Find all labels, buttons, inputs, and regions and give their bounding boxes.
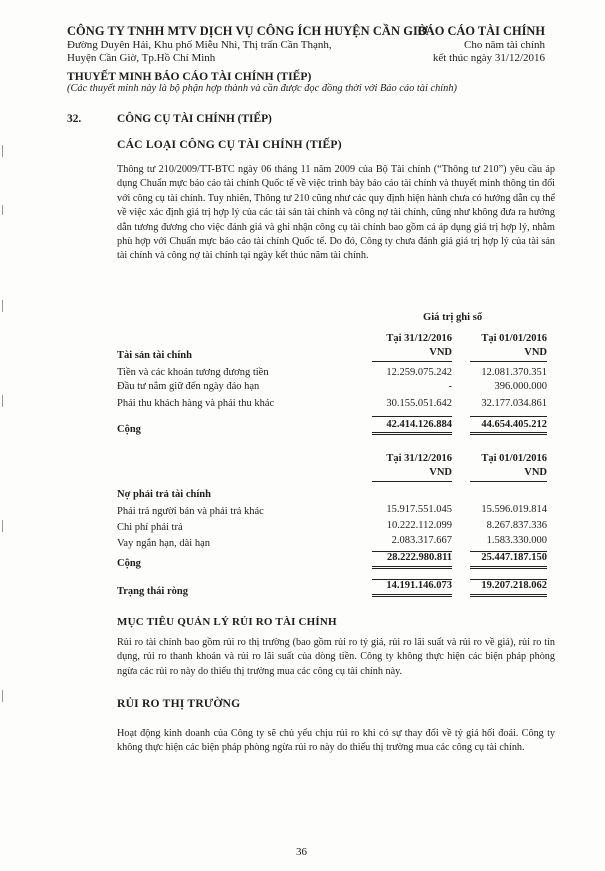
binding-mark bbox=[2, 690, 7, 702]
carrying-value-heading: Giá trị ghi sổ bbox=[423, 312, 483, 323]
asset-row-label: Tiền và các khoản tương đương tiền bbox=[117, 367, 269, 378]
company-address-2: Huyện Cần Giờ, Tp.Hồ Chí Minh bbox=[67, 52, 216, 64]
liability-row-prior: 15.596.019.814 bbox=[481, 504, 547, 515]
total-double-rule bbox=[470, 432, 547, 435]
section-subtitle: (Các thuyết minh này là bộ phận hợp thành và cần được đọc đồng thời với Báo cáo tài chính) bbox=[67, 83, 458, 94]
col-unit-current: VND bbox=[429, 347, 452, 358]
net-position-current: 14.191.146.073 bbox=[386, 580, 452, 591]
liabilities-total-current: 28.222.980.811 bbox=[386, 552, 452, 563]
asset-row-current: - bbox=[448, 381, 452, 392]
risk-management-paragraph: Rủi ro tài chính bao gồm rủi ro thị trường (bao gồm rủi ro tỷ giá, rủi ro lãi suất và rủi ro về giá), rủi ro tín dụng, rủi ro thanh khoản và rủi ro lãi suất của dòng tiền. Công ty không thực hiện các biện pháp phòng ngừa các rủi ro này do thiếu thị trường mua các công cụ tài chính này. bbox=[117, 637, 555, 677]
total-rule bbox=[470, 416, 547, 417]
report-title: BÁO CÁO TÀI CHÍNH bbox=[417, 24, 545, 38]
liability-row-current: 10.222.112.099 bbox=[386, 520, 452, 531]
liabilities-section-label: Nợ phải trả tài chính bbox=[117, 489, 211, 500]
net-position-label: Trạng thái ròng bbox=[117, 586, 188, 597]
col-header-prior: Tại 01/01/2016 bbox=[481, 453, 547, 464]
net-double-rule bbox=[372, 594, 452, 597]
total-double-rule bbox=[372, 566, 452, 569]
asset-row-label: Phải thu khách hàng và phải thu khác bbox=[117, 398, 275, 409]
note-title: CÔNG CỤ TÀI CHÍNH (TIẾP) bbox=[117, 113, 272, 125]
asset-row-prior: 12.081.370.351 bbox=[481, 367, 547, 378]
liability-row-prior: 1.583.330.000 bbox=[486, 535, 547, 546]
total-rule bbox=[372, 416, 452, 417]
note-number: 32. bbox=[67, 113, 82, 125]
binding-mark bbox=[2, 520, 7, 532]
total-double-rule bbox=[470, 566, 547, 569]
col-unit-prior: VND bbox=[524, 467, 547, 478]
liability-row-current: 2.083.317.667 bbox=[391, 535, 452, 546]
risk-management-heading: MỤC TIÊU QUẢN LÝ RỦI RO TÀI CHÍNH bbox=[117, 616, 337, 628]
col-rule bbox=[372, 361, 452, 362]
company-address-1: Đường Duyên Hải, Khu phố Miễu Nhì, Thị trấn Cần Thạnh, bbox=[67, 39, 332, 51]
asset-row-prior: 32.177.034.861 bbox=[481, 398, 547, 409]
report-period-1: Cho năm tài chính bbox=[464, 39, 545, 51]
total-double-rule bbox=[372, 432, 452, 435]
assets-total-label: Cộng bbox=[117, 424, 141, 435]
assets-total-current: 42.414.126.884 bbox=[386, 419, 452, 430]
liability-row-label: Vay ngắn hạn, dài hạn bbox=[117, 538, 211, 549]
page-number: 36 bbox=[296, 846, 307, 858]
liability-row-prior: 8.267.837.336 bbox=[486, 520, 547, 531]
asset-row-current: 30.155.051.642 bbox=[386, 398, 452, 409]
col-rule bbox=[470, 361, 547, 362]
col-unit-prior: VND bbox=[524, 347, 547, 358]
section-title: THUYẾT MINH BÁO CÁO TÀI CHÍNH (TIẾP) bbox=[67, 70, 312, 83]
asset-row-prior: 396.000.000 bbox=[494, 381, 547, 392]
market-risk-heading: RỦI RO THỊ TRƯỜNG bbox=[117, 697, 241, 710]
asset-row-label: Đầu tư nắm giữ đến ngày đáo hạn bbox=[117, 381, 260, 392]
asset-row-current: 12.259.075.242 bbox=[386, 367, 452, 378]
net-position-prior: 19.207.218.062 bbox=[481, 580, 547, 591]
col-rule bbox=[372, 481, 452, 482]
liability-row-label: Chi phí phải trả bbox=[117, 522, 183, 533]
binding-mark bbox=[2, 145, 7, 157]
col-unit-current: VND bbox=[429, 467, 452, 478]
company-name: CÔNG TY TNHH MTV DỊCH VỤ CÔNG ÍCH HUYỆN CẦN GIỜ bbox=[67, 24, 428, 38]
paragraph-intro: Thông tư 210/2009/TT-BTC ngày 06 tháng 11 năm 2009 của Bộ Tài chính (“Thông tư 210”) yêu cầu áp dụng Chuẩn mực báo cáo tài chính Quốc tế về việc trình bày báo cáo tài chính và thuyết minh thông tin đối với công cụ tài chính. Tuy nhiên, Thông tư 210 cũng như các quy định hiện hành chưa có hướng dẫn cụ thể về việc xác định giá trị hợp lý của các tài sản tài chính và công nợ tài chính, cũng như không đưa ra hướng dẫn tương đương cho việc đánh giá và ghi nhận công cụ tài chính bao gồm cả áp dụng giá trị hợp lý, nhằm phù hợp với Chuẩn mực báo cáo tài chính Quốc tế. Do đó, Công ty chưa đánh giá giá trị hợp lý của tài sản tài chính và công nợ tài chính tại ngày kết thúc năm tài chính. bbox=[117, 164, 555, 262]
assets-total-prior: 44.654.405.212 bbox=[481, 419, 547, 430]
report-period-2: kết thúc ngày 31/12/2016 bbox=[432, 52, 545, 64]
subsection-title: CÁC LOẠI CÔNG CỤ TÀI CHÍNH (TIẾP) bbox=[117, 138, 342, 151]
binding-mark bbox=[2, 300, 7, 312]
net-double-rule bbox=[470, 594, 547, 597]
liability-row-current: 15.917.551.045 bbox=[386, 504, 452, 515]
col-header-current: Tại 31/12/2016 bbox=[386, 453, 452, 464]
col-header-prior: Tại 01/01/2016 bbox=[481, 333, 547, 344]
market-risk-paragraph: Hoạt động kinh doanh của Công ty sẽ chủ yếu chịu rủi ro khi có sự thay đổi về tỷ giá hối đoái. Công ty không thực hiện các biện pháp phòng ngừa rủi ro này do thiếu thị trường mua các công cụ tài chính. bbox=[117, 728, 555, 754]
liability-row-label: Phải trả người bán và phải trả khác bbox=[117, 506, 264, 517]
liabilities-total-prior: 25.447.187.150 bbox=[481, 552, 547, 563]
assets-section-label: Tài sản tài chính bbox=[117, 350, 192, 361]
col-header-current: Tại 31/12/2016 bbox=[386, 333, 452, 344]
col-rule bbox=[470, 481, 547, 482]
liabilities-total-label: Cộng bbox=[117, 558, 141, 569]
binding-mark bbox=[2, 205, 7, 215]
binding-mark bbox=[2, 395, 7, 407]
